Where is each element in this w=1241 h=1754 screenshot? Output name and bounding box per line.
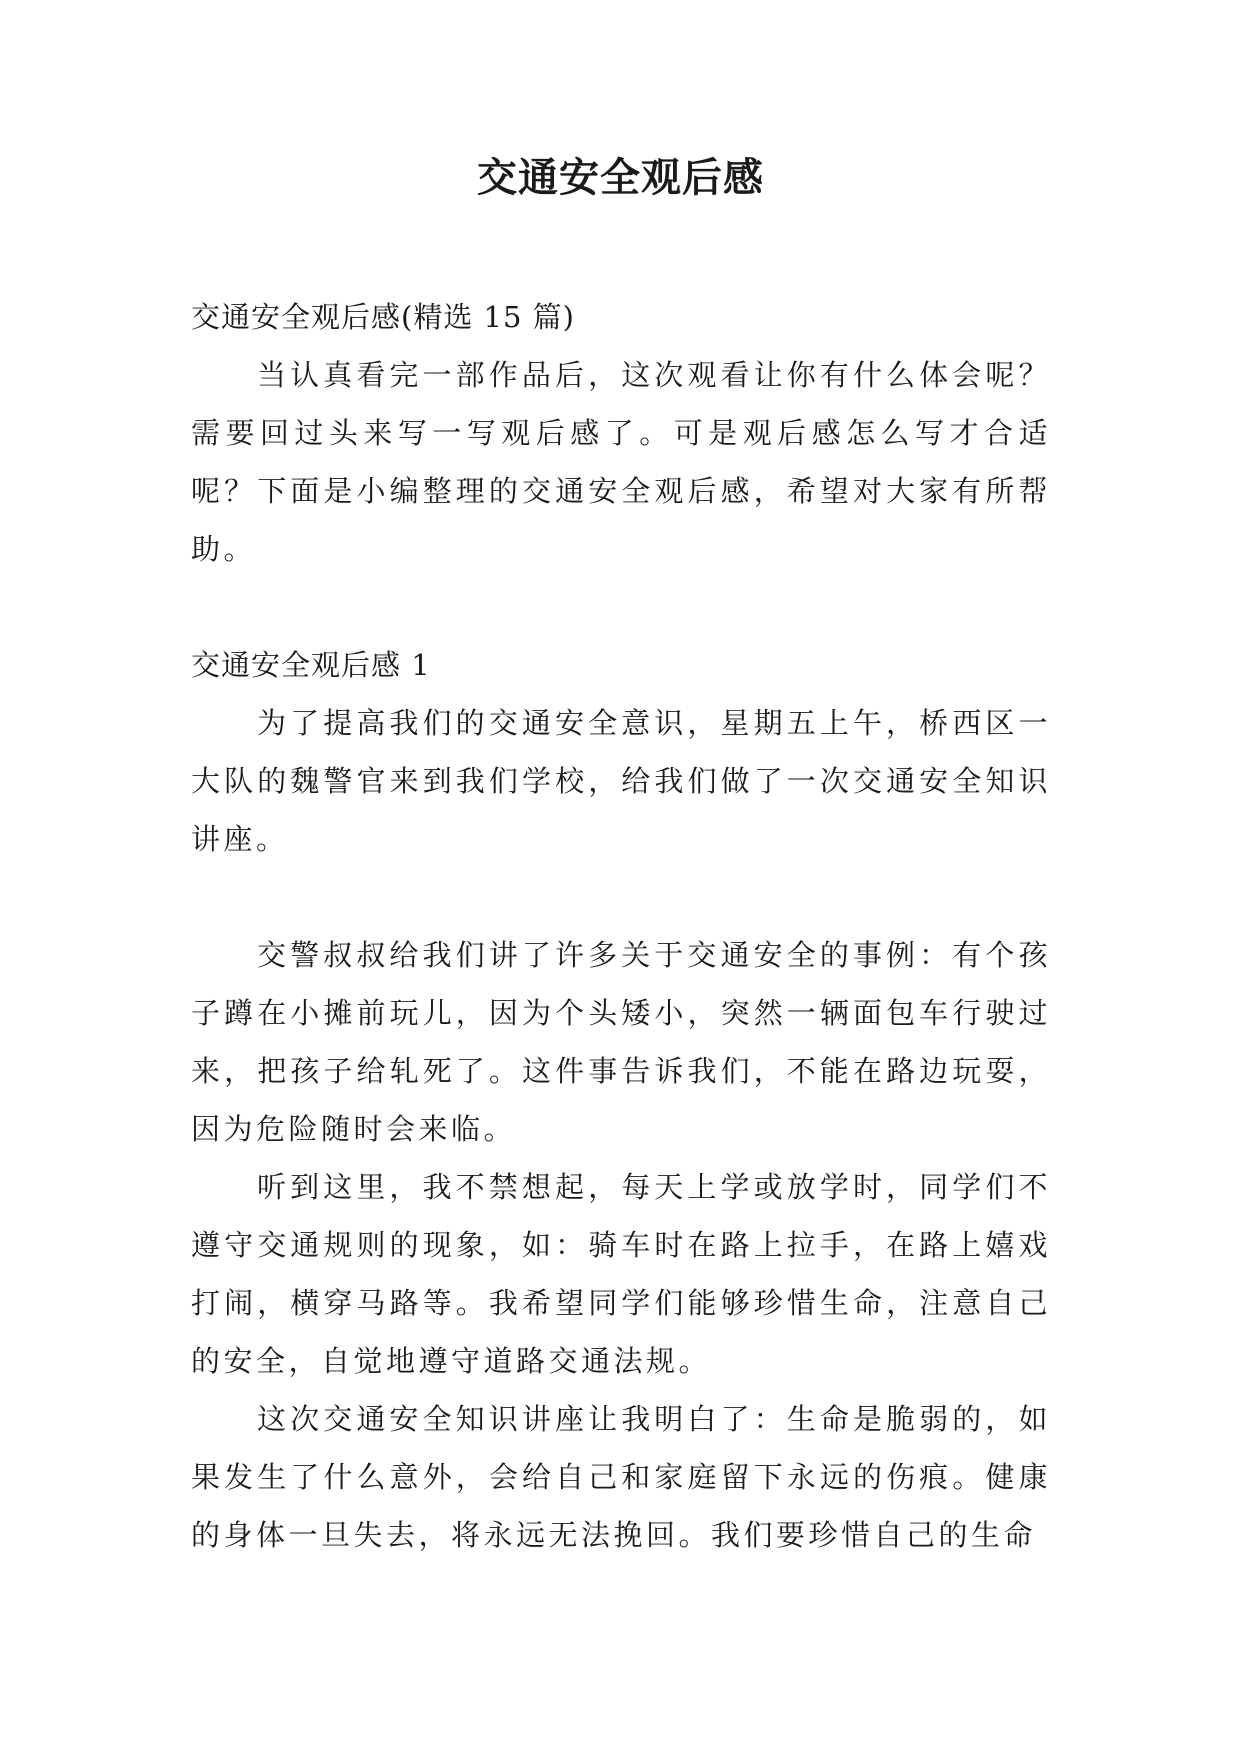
section-paragraph: 这次交通安全知识讲座让我明白了：生命是脆弱的，如果发生了什么意外，会给自己和家庭留下永远的伤痕。健康的身体一旦失去，将永远无法挽回。我们要珍惜自己的生命 [191,1402,1051,1552]
section-heading: 交通安全观后感 1 [191,648,431,682]
section-paragraph: 为了提高我们的交通安全意识，星期五上午，桥西区一大队的魏警官来到我们学校，给我们做了一次交通安全知识讲座。 [191,706,1051,856]
document-subtitle: 交通安全观后感(精选 15 篇) [191,300,575,334]
section-paragraph: 听到这里，我不禁想起，每天上学或放学时，同学们不遵守交通规则的现象，如：骑车时在路上拉手，在路上嬉戏打闹，横穿马路等。我希望同学们能够珍惜生命，注意自己的安全，自觉地遵守道路交通法规。 [191,1170,1051,1378]
section-paragraph: 交警叔叔给我们讲了许多关于交通安全的事例：有个孩子蹲在小摊前玩儿，因为个头矮小，突然一辆面包车行驶过来，把孩子给轧死了。这件事告诉我们，不能在路边玩耍，因为危险随时会来临。 [191,938,1051,1146]
document-title: 交通安全观后感 [477,154,764,201]
intro-paragraph: 当认真看完一部作品后，这次观看让你有什么体会呢？需要回过头来写一写观后感了。可是观后感怎么写才合适呢？下面是小编整理的交通安全观后感，希望对大家有所帮助。 [191,358,1051,566]
